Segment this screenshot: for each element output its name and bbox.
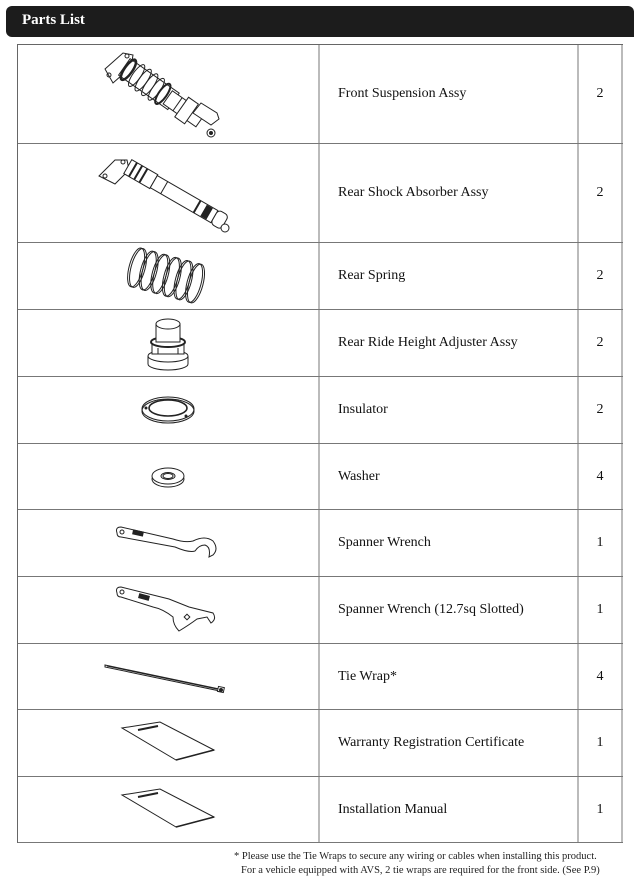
part-image-cell — [18, 710, 320, 776]
part-name: Rear Ride Height Adjuster Assy — [320, 310, 579, 376]
table-row — [18, 144, 623, 243]
part-image-cell — [18, 310, 320, 376]
part-name: Spanner Wrench — [320, 510, 579, 576]
part-image-cell — [18, 644, 320, 709]
table-row — [18, 377, 623, 444]
part-quantity: 2 — [579, 310, 623, 376]
footnote-line-1: * Please use the Tie Wraps to secure any wiring or cables when installing this product. — [234, 851, 597, 862]
part-quantity: 2 — [579, 243, 623, 309]
part-quantity: 4 — [579, 644, 623, 709]
part-image-cell — [18, 243, 320, 309]
rear-shock-absorber-icon — [93, 146, 243, 241]
table-row — [18, 510, 623, 577]
part-name: Warranty Registration Certificate — [320, 710, 579, 776]
front-suspension-icon — [93, 47, 243, 142]
section-title: Parts List — [22, 12, 85, 28]
part-name: Insulator — [320, 377, 579, 443]
table-row — [18, 710, 623, 777]
certificate-icon — [118, 718, 218, 768]
part-image-cell — [18, 144, 320, 242]
part-image-cell — [18, 777, 320, 842]
table-row — [18, 644, 623, 710]
part-quantity: 2 — [579, 377, 623, 443]
part-name: Installation Manual — [320, 777, 579, 842]
ride-height-adjuster-icon — [138, 312, 198, 374]
part-image-cell — [18, 577, 320, 643]
part-quantity: 2 — [579, 144, 623, 242]
part-quantity: 1 — [579, 777, 623, 842]
footnote — [234, 850, 600, 878]
part-name: Rear Spring — [320, 243, 579, 309]
part-quantity: 1 — [579, 710, 623, 776]
part-image-cell — [18, 377, 320, 443]
part-image-cell — [18, 510, 320, 576]
part-name: Tie Wrap* — [320, 644, 579, 709]
part-name: Rear Shock Absorber Assy — [320, 144, 579, 242]
part-name: Spanner Wrench (12.7sq Slotted) — [320, 577, 579, 643]
part-name: Washer — [320, 444, 579, 509]
parts-table — [17, 44, 623, 843]
part-image-cell — [18, 444, 320, 509]
spanner-wrench-icon — [113, 523, 223, 563]
footnote-line-2: For a vehicle equipped with AVS, 2 tie wraps are required for the front side. (See P.9) — [241, 865, 600, 876]
part-image-cell — [18, 45, 320, 143]
table-row — [18, 45, 623, 144]
part-quantity: 4 — [579, 444, 623, 509]
section-header — [6, 6, 634, 37]
table-row — [18, 243, 623, 310]
table-row — [18, 577, 623, 644]
part-quantity: 1 — [579, 510, 623, 576]
slotted-spanner-wrench-icon — [113, 585, 223, 635]
part-name: Front Suspension Assy — [320, 45, 579, 143]
washer-icon — [148, 462, 188, 492]
tie-wrap-icon — [103, 657, 233, 697]
table-row — [18, 310, 623, 377]
insulator-icon — [138, 390, 198, 430]
rear-spring-icon — [123, 245, 213, 307]
part-quantity: 2 — [579, 45, 623, 143]
table-row — [18, 444, 623, 510]
part-quantity: 1 — [579, 577, 623, 643]
manual-icon — [118, 785, 218, 835]
table-row — [18, 777, 623, 843]
